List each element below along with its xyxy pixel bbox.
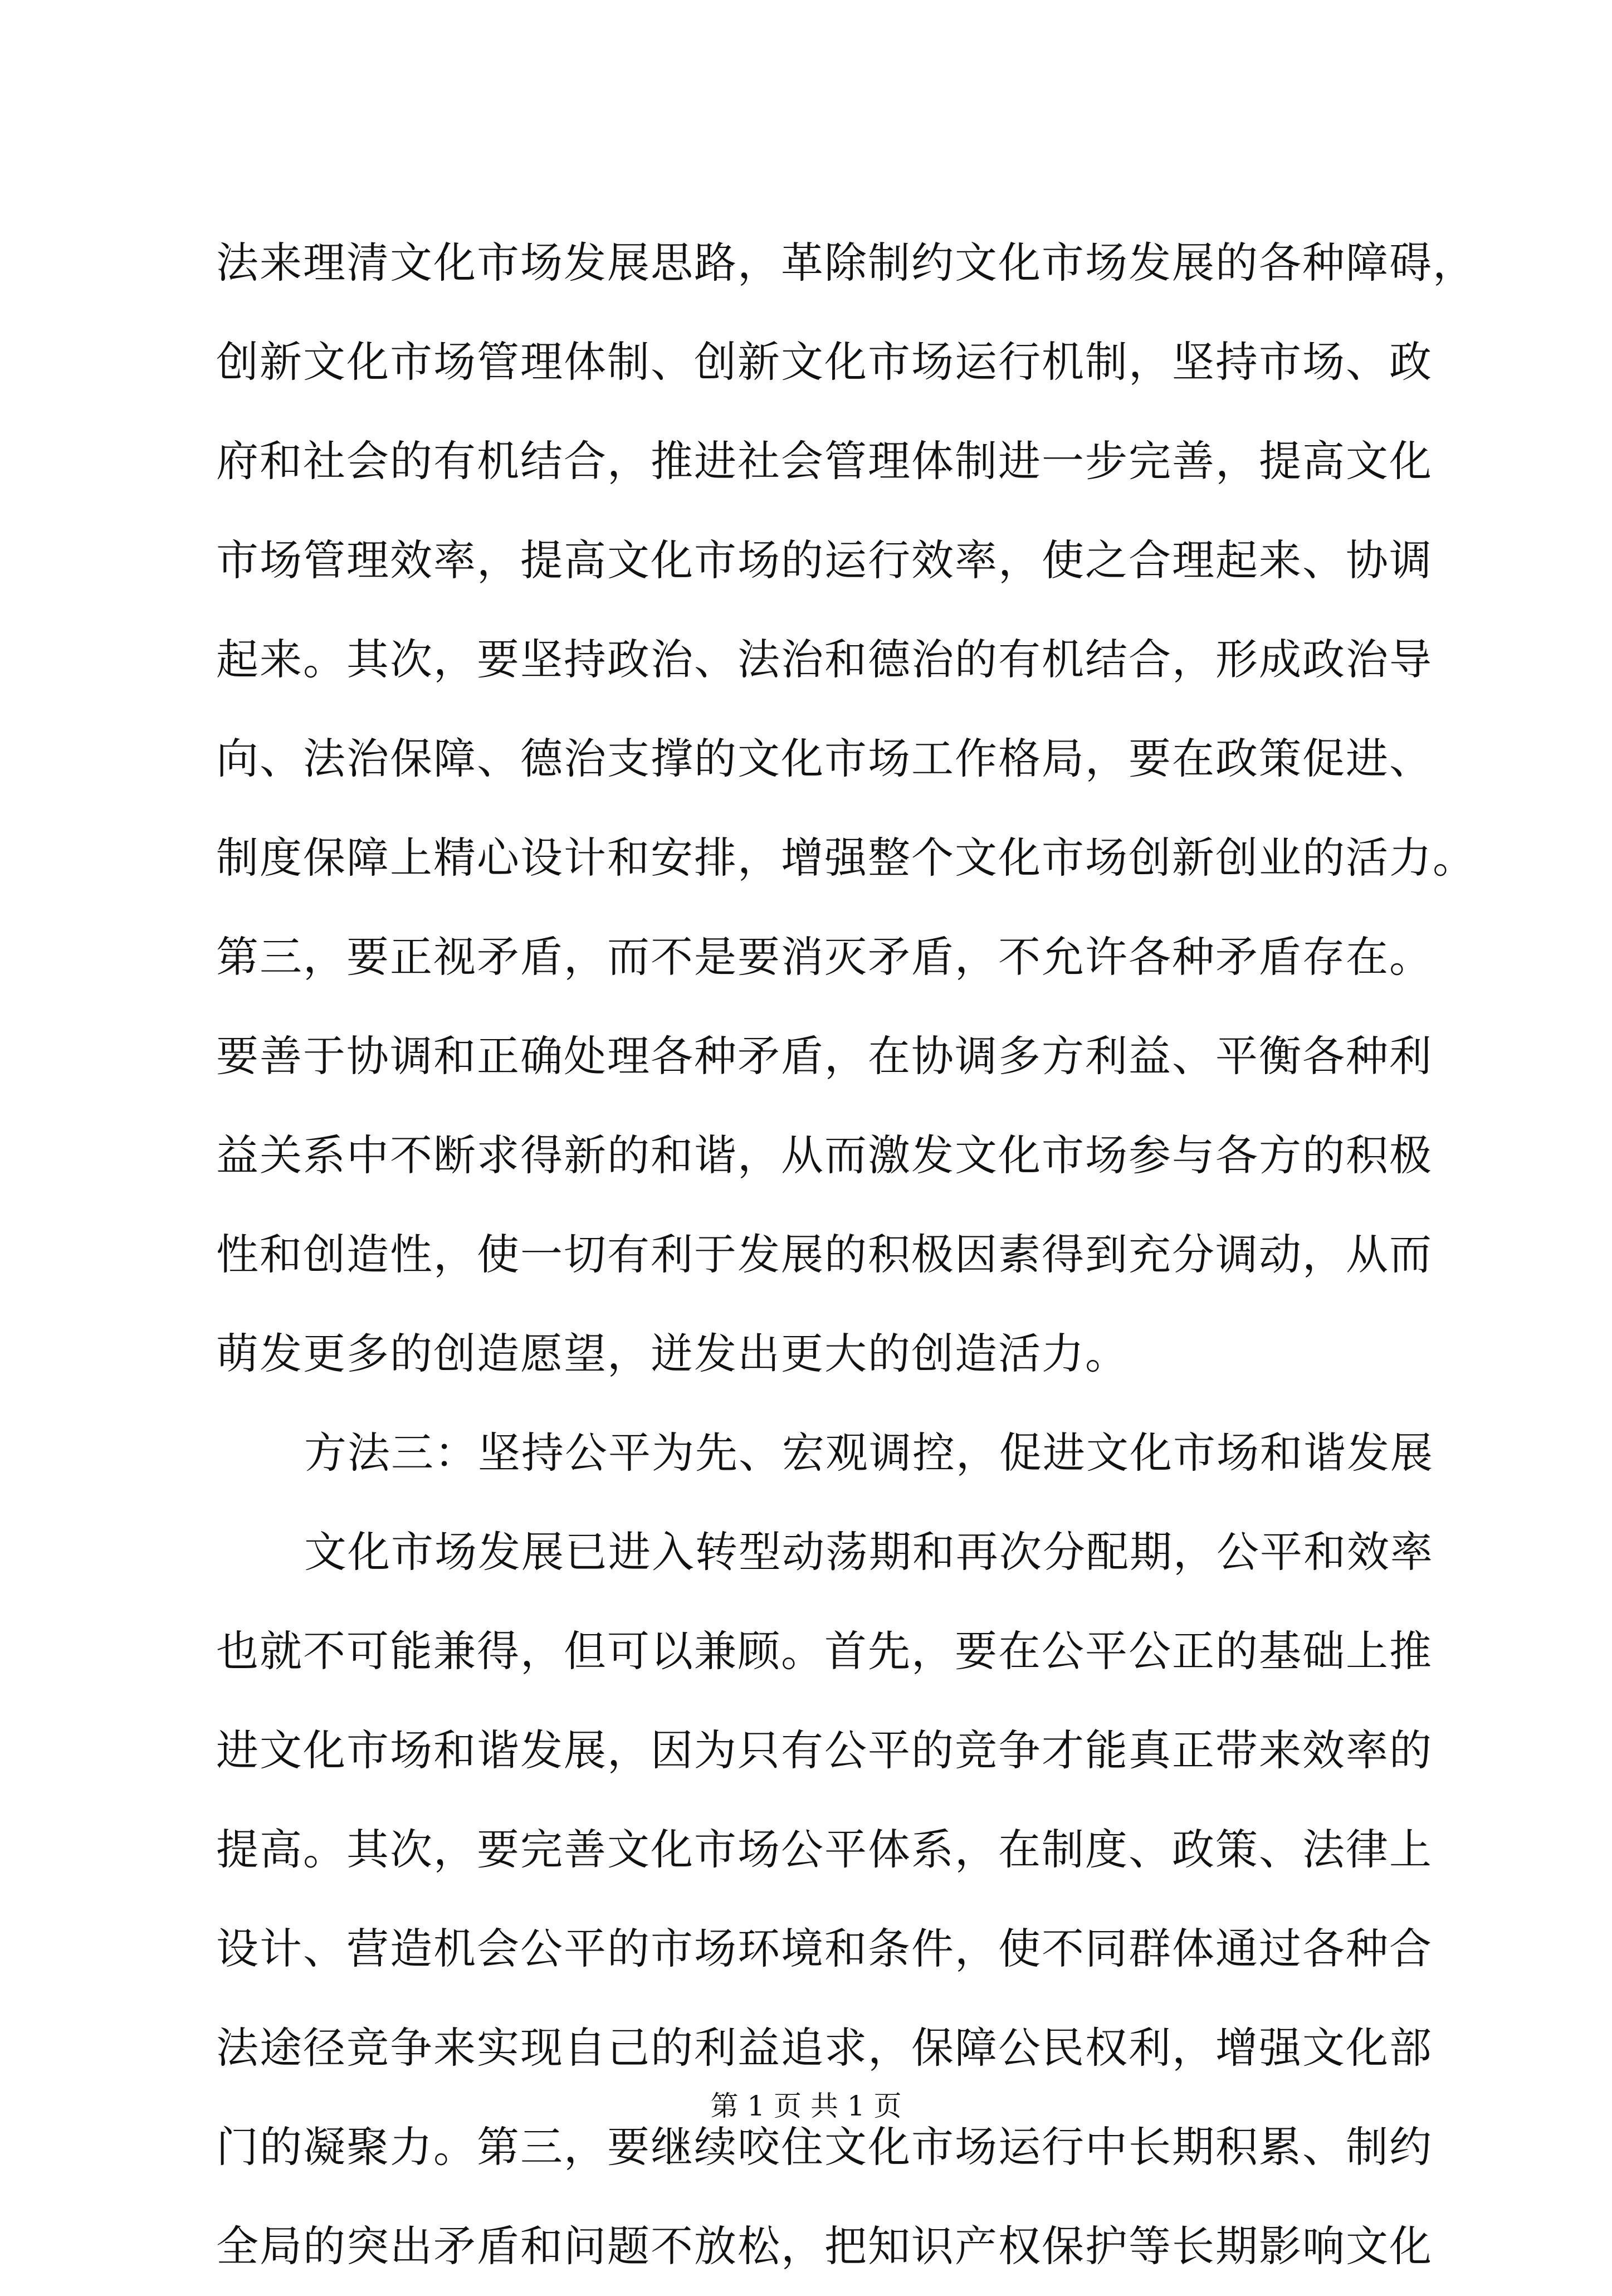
text-line: 要善于协调和正确处理各种矛盾，在协调多方利益、平衡各种利: [216, 1031, 1433, 1081]
text-line: 提高。其次，要完善文化市场公平体系，在制度、政策、法律上: [216, 1825, 1433, 1874]
text-line: 萌发更多的创造愿望，迸发出更大的创造活力。: [216, 1329, 1129, 1378]
text-line: 性和创造性，使一切有利于发展的积极因素得到充分调动，从而: [216, 1230, 1433, 1279]
text-line: 起来。其次，要坚持政治、法治和德治的有机结合，形成政治导: [216, 635, 1433, 684]
text-line: 设计、营造机会公平的市场环境和条件，使不同群体通过各种合: [216, 1924, 1433, 1973]
text-line: 文化市场发展已进入转型动荡期和再次分配期，公平和效率: [304, 1527, 1434, 1577]
text-line: 门的凝聚力。第三，要继续咬住文化市场运行中长期积累、制约: [216, 2122, 1433, 2172]
text-line: 法来理清文化市场发展思路，革除制约文化市场发展的各种障碍，: [216, 238, 1476, 287]
section-heading: 方法三：坚持公平为先、宏观调控，促进文化市场和谐发展: [304, 1428, 1434, 1478]
text-line: 府和社会的有机结合，推进社会管理体制进一步完善，提高文化: [216, 436, 1433, 486]
text-line: 市场管理效率，提高文化市场的运行效率，使之合理起来、协调: [216, 535, 1433, 585]
text-line: 向、法治保障、德治支撑的文化市场工作格局，要在政策促进、: [216, 734, 1433, 783]
text-line: 也就不可能兼得，但可以兼顾。首先，要在公平公正的基础上推: [216, 1626, 1433, 1676]
text-line: 制度保障上精心设计和安排，增强整个文化市场创新创业的活力。: [216, 833, 1476, 883]
document-body: [216, 213, 1476, 2296]
text-line: 法途径竞争来实现自己的利益追求，保障公民权利，增强文化部: [216, 2023, 1433, 2073]
text-line: 全局的突出矛盾和问题不放松，把知识产权保护等长期影响文化: [216, 2221, 1433, 2271]
text-line: 第三，要正视矛盾，而不是要消灭矛盾，不允许各种矛盾存在。: [216, 932, 1433, 982]
text-line: 进文化市场和谐发展，因为只有公平的竞争才能真正带来效率的: [216, 1725, 1433, 1775]
page-number-footer: 第 1 页 共 1 页: [710, 2090, 902, 2122]
text-line: 益关系中不断求得新的和谐，从而激发文化市场参与各方的积极: [216, 1130, 1433, 1180]
text-line: 创新文化市场管理体制、创新文化市场运行机制，坚持市场、政: [216, 337, 1433, 387]
